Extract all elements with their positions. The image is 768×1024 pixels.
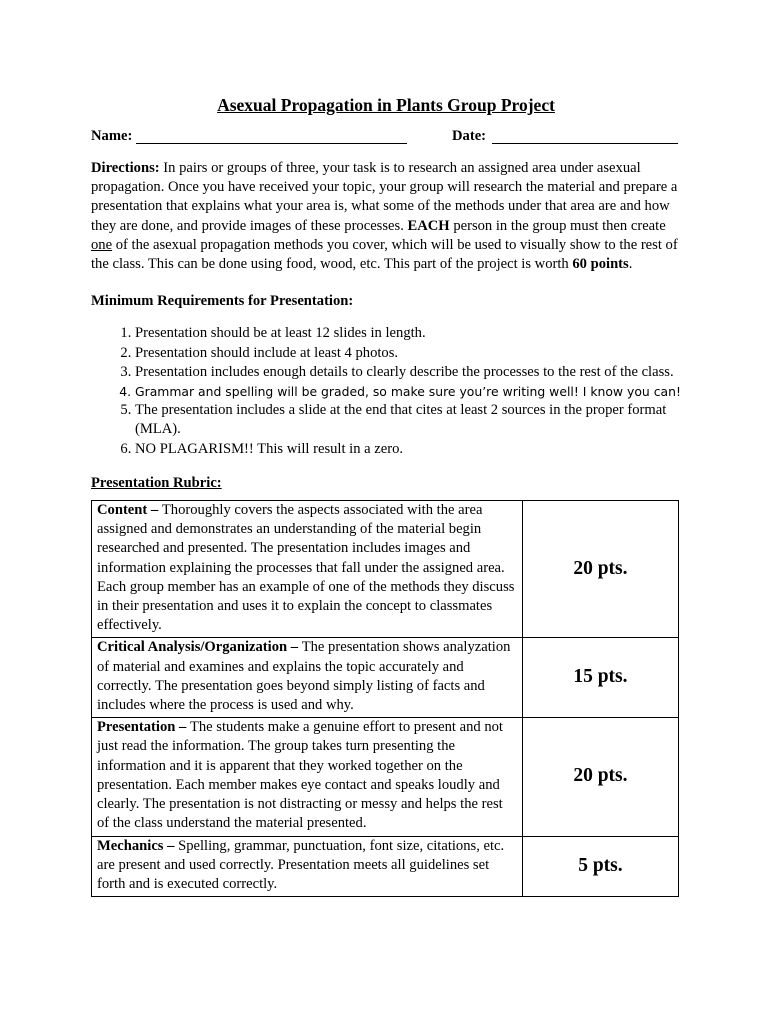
name-label: Name:: [91, 128, 133, 144]
directions-text-1: In pairs or groups of three, your task is to research an assigned area under asexual propagation. Once you have received your topic, your group will research the material and prepare a presentation that explains what your area is, what some of the methods under that area are and how they are done, and provide images of these processes.: [91, 160, 678, 234]
directions-label: Directions:: [91, 160, 160, 176]
name-blank-line[interactable]: [136, 143, 407, 144]
rubric-points: 15 pts.: [522, 638, 678, 718]
directions-text-2: person in the group must then create: [449, 217, 666, 234]
rubric-row: [92, 718, 679, 836]
directions-one: one: [91, 236, 113, 253]
requirements-list: [91, 324, 681, 458]
rubric-description-cell: [92, 501, 523, 638]
requirement-item: 6. NO PLAGARISM!! This will result in a zero.: [135, 440, 681, 459]
rubric-points: 20 pts.: [522, 501, 678, 638]
rubric-points: 20 pts.: [522, 718, 678, 836]
rubric-description: Spelling, grammar, punctuation, font size, citations, etc. are present and used correctly. Presentation meets all guidelines set forth and is executed correctly.: [97, 837, 505, 892]
rubric-points: 5 pts.: [522, 836, 678, 897]
rubric-description-cell: [92, 836, 523, 897]
rubric-heading: Presentation Rubric:: [91, 474, 222, 491]
rubric-table: [91, 500, 679, 897]
rubric-row: [92, 501, 679, 638]
requirements-heading: Minimum Requirements for Presentation:: [91, 293, 354, 310]
document-title: Asexual Propagation in Plants Group Project: [217, 95, 555, 115]
requirement-item: 2. Presentation should include at least 4 photos.: [135, 344, 681, 363]
rubric-criterion: Content –: [97, 502, 162, 519]
rubric-description: The students make a genuine effort to present and not just read the information. The group takes turn presenting the information and it is apparent that they worked together on the presentation. Each member makes eye contact and speaks loudly and clearly. The presentation is not distracting or messy and helps the rest of the class understand the material presented.: [97, 719, 503, 832]
name-date-row: [91, 127, 681, 147]
directions-paragraph: [91, 159, 681, 274]
date-label: Date:: [452, 128, 487, 144]
rubric-description-cell: [92, 718, 523, 836]
rubric-criterion: Mechanics –: [97, 837, 179, 854]
rubric-criterion: Critical Analysis/Organization –: [97, 639, 302, 656]
requirement-item: 5. The presentation includes a slide at the end that cites at least 2 sources in the proper format (MLA).: [135, 401, 681, 439]
directions-text-3: of the asexual propagation methods you cover, which will be used to visually show to the rest of the class. This can be done using food, wood, etc. This part of the project is worth: [91, 236, 678, 273]
directions-each: EACH: [407, 217, 450, 234]
requirement-item: 4. Grammar and spelling will be graded, so make sure you’re writing well! I know you can!: [135, 382, 681, 401]
rubric-criterion: Presentation –: [97, 719, 190, 736]
rubric-description: Thoroughly covers the aspects associated with the area assigned and demonstrates an understanding of the material begin researched and presented. The presentation includes images and information explaining the processes that fall under the assigned area. Each group member has an example of one of the methods they discuss in their presentation and uses it to explain the concept to classmates effectively.: [97, 502, 515, 634]
directions-end: .: [628, 256, 633, 273]
requirement-item: 3. Presentation includes enough details to clearly describe the processes to the rest of the class.: [135, 363, 681, 382]
document-page: [91, 94, 681, 897]
rubric-description: The presentation shows analyzation of material and examines and explains the topic accurately and correctly. The presentation goes beyond simply listing of facts and includes where the process is used and why.: [97, 639, 511, 714]
date-blank-line[interactable]: [492, 143, 678, 144]
rubric-description-cell: [92, 638, 523, 718]
requirement-item: 1. Presentation should be at least 12 slides in length.: [135, 324, 681, 343]
rubric-row: [92, 836, 679, 897]
rubric-row: [92, 638, 679, 718]
directions-points: 60 points: [572, 256, 629, 273]
